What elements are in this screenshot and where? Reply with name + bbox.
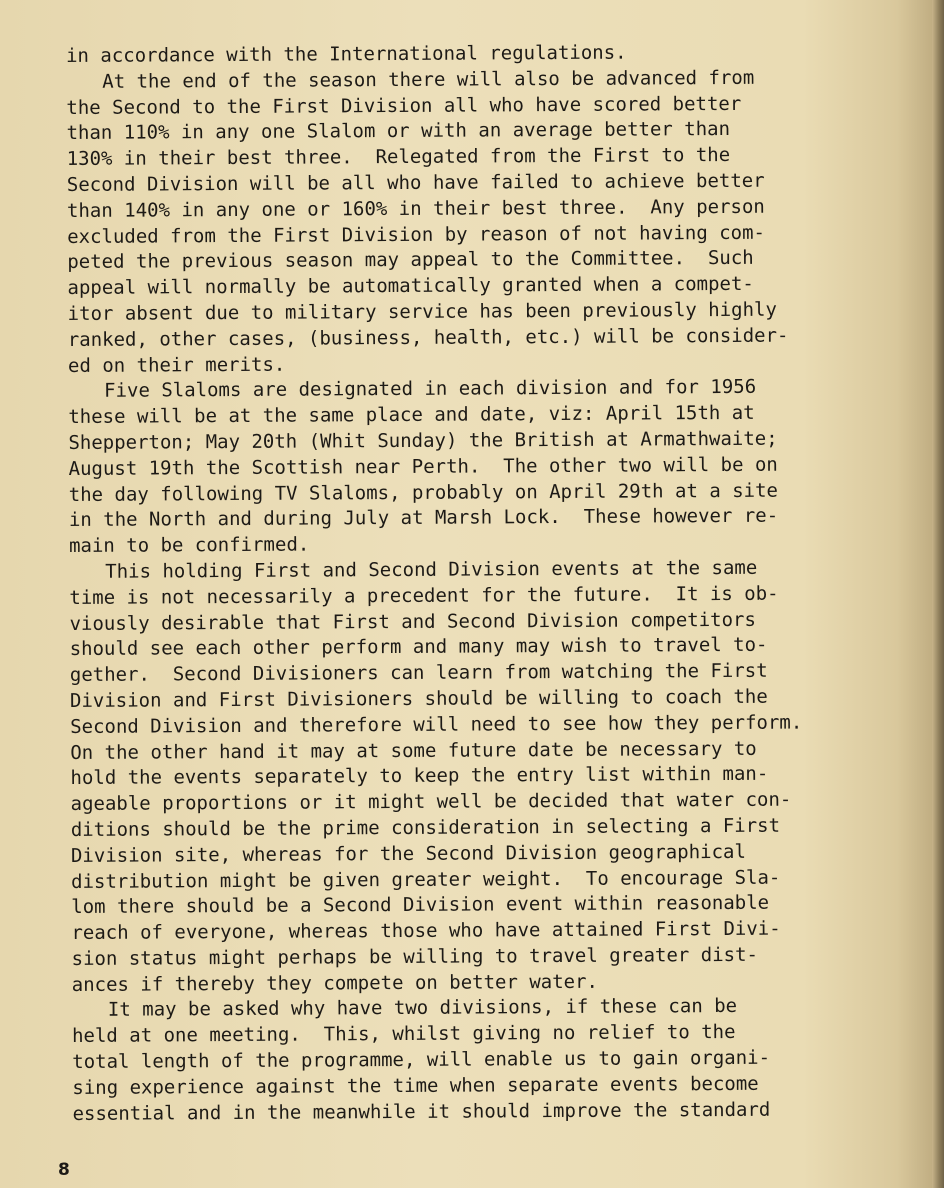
text-line: main to be confirmed.: [69, 533, 310, 558]
text-line: excluded from the First Division by reason of not having com-: [67, 221, 766, 248]
text-line: gether. Second Divisioners can learn from watching the First: [69, 659, 768, 687]
paragraph: [66, 65, 908, 380]
text-line: On the other hand it may at some future date be necessary to: [70, 737, 757, 764]
text-line: Five Slaloms are designated in each division and for 1956: [104, 376, 757, 403]
text-line: hold the events separately to keep the entry list within man-: [70, 763, 769, 790]
text-line: Division site, whereas for the Second Division geographical: [70, 840, 746, 867]
text-line: August 19th the Scottish near Perth. The other two will be on: [68, 453, 778, 480]
text-line: Shepperton; May 20th (Whit Sunday) the British at Armathwaite;: [68, 427, 778, 454]
text-line: lom there should be a Second Division event within reasonable: [71, 892, 770, 919]
paragraph: [69, 555, 912, 999]
text-line: peted the previous season may appeal to the Committee. Such: [67, 247, 754, 274]
text-line: total length of the programme, will enable us to gain organi-: [72, 1046, 771, 1074]
paragraph: [72, 993, 913, 1127]
text-line: It may be asked why have two divisions, if these can be: [107, 995, 738, 1022]
text-line: the day following TV Slaloms, probably on April 29th at a site: [68, 479, 779, 506]
text-line: 130% in their best three. Relegated from the First to the: [66, 144, 731, 171]
text-line: ances if thereby they compete on better water.: [71, 970, 599, 996]
text-line: This holding First and Second Division events at the same: [105, 556, 758, 583]
paragraph: [68, 374, 909, 560]
text-line: appeal will normally be automatically granted when a compet-: [67, 272, 754, 300]
text-line: Second Division and therefore will need to see how they perform.: [70, 711, 803, 738]
text-line: than 140% in any one or 160% in their best three. Any person: [66, 195, 765, 222]
text-line: ageable proportions or it might well be decided that water con-: [70, 788, 792, 816]
text-line: than 110% in any one Slalom or with an average better than: [66, 118, 731, 145]
text-line: Second Division will be all who have failed to achieve better: [66, 169, 765, 196]
text-line: essential and in the meanwhile it should improve the standard: [72, 1098, 771, 1125]
page-binding-edge: [932, 0, 944, 1188]
text-line: sion status might perhaps be willing to travel greater dist-: [71, 943, 758, 970]
text-line: sing experience against the time when separate events become: [72, 1072, 759, 1099]
text-line: time is not necessarily a precedent for the future. It is ob-: [69, 582, 779, 609]
text-line: these will be at the same place and date, viz: April 15th at: [68, 401, 755, 429]
text-line: ditions should be the prime consideration in selecting a First: [70, 814, 781, 841]
text-line: reach of everyone, whereas those who have attained First Divi-: [71, 917, 781, 945]
text-line: At the end of the season there will also be advanced from: [102, 66, 755, 93]
text-line: viously desirable that First and Second Division competitors: [69, 608, 756, 635]
text-line: the Second to the First Division all who have scored better: [66, 92, 742, 119]
text-line: in accordance with the International regulations.: [66, 41, 627, 67]
text-line: ranked, other cases, (business, health, etc.) will be consider-: [67, 324, 789, 351]
body-text: [66, 39, 913, 1128]
text-line: itor absent due to military service has been previously highly: [67, 298, 777, 325]
text-line: Division and First Divisioners should be willing to coach the: [69, 685, 768, 712]
text-line: should see each other perform and many may wish to travel to-: [69, 634, 768, 661]
text-line: ed on their merits.: [67, 353, 286, 377]
text-line: in the North and during July at Marsh Lock. These however re-: [68, 505, 779, 532]
text-line: held at one meeting. This, whilst giving no relief to the: [71, 1021, 736, 1048]
page-number: 8: [58, 1160, 70, 1180]
text-line: distribution might be given greater weight. To encourage Sla-: [71, 866, 781, 893]
